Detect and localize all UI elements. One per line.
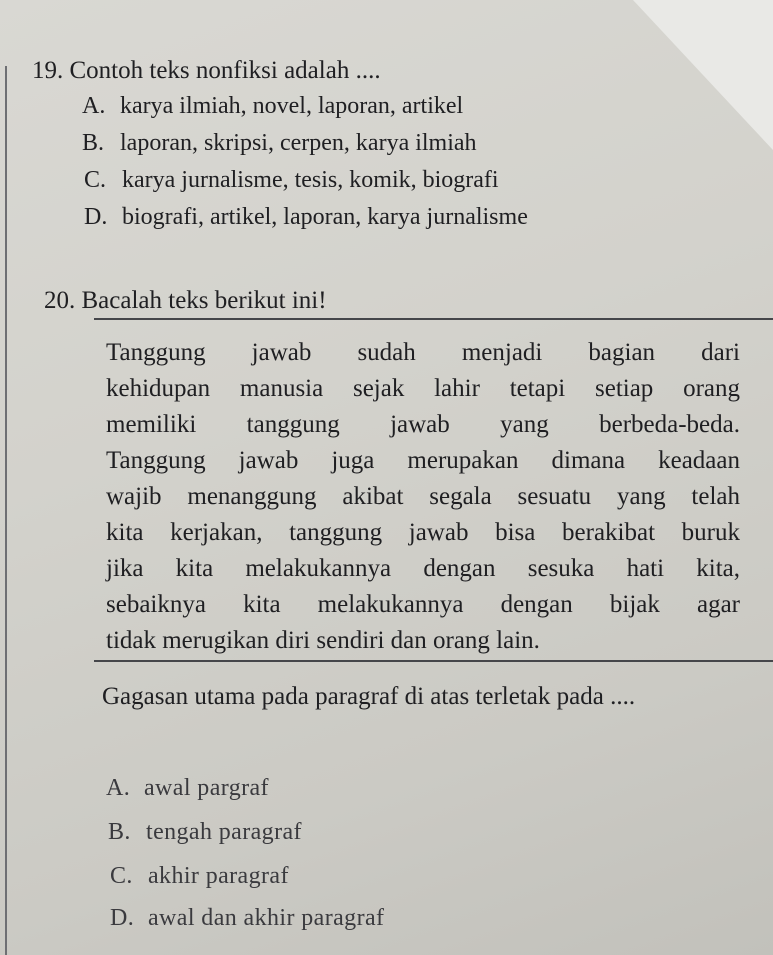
question-20-option-c[interactable] (110, 864, 289, 888)
passage-line: kehidupan manusia sejak lahir tetapi setiap orang (106, 375, 740, 402)
option-letter: A. (82, 93, 106, 119)
option-text: biografi, artikel, laporan, karya jurnalisme (122, 204, 528, 230)
question-19-number: 19. (32, 57, 64, 84)
passage-line: Tanggung jawab juga merupakan dimana keadaan (106, 447, 740, 474)
passage-line: wajib menanggung akibat segala sesuatu yang telah (106, 483, 740, 510)
passage-line: tidak merugikan diri sendiri dan orang lain. (106, 627, 540, 654)
page-corner-fold (633, 0, 773, 150)
question-20-prompt: Gagasan utama pada paragraf di atas terletak pada .... (102, 683, 636, 710)
question-19-option-a[interactable] (82, 94, 463, 118)
question-20-option-a[interactable] (106, 776, 269, 800)
question-19-text: Contoh teks nonfiksi adalah .... (69, 57, 381, 84)
option-letter: B. (82, 130, 105, 156)
question-20-number: 20. (44, 287, 76, 314)
passage-line: Tanggung jawab sudah menjadi bagian dari (106, 339, 740, 366)
option-letter: A. (106, 775, 131, 801)
option-text: karya jurnalisme, tesis, komik, biografi (122, 167, 499, 193)
option-letter: D. (110, 905, 135, 931)
passage-line: sebaiknya kita melakukannya dengan bijak agar (106, 591, 740, 618)
option-letter: C. (110, 863, 133, 889)
option-text: laporan, skripsi, cerpen, karya ilmiah (120, 130, 477, 156)
option-letter: B. (108, 819, 131, 845)
option-letter: D. (84, 204, 108, 230)
question-19-option-c[interactable] (84, 168, 499, 192)
question-19 (32, 58, 381, 83)
passage-line: kita kerjakan, tanggung jawab bisa berakibat buruk (106, 519, 740, 546)
question-20-option-d[interactable] (110, 906, 384, 930)
passage-line: memiliki tanggung jawab yang berbeda-beda. (106, 411, 740, 438)
option-text: akhir paragraf (148, 863, 289, 889)
margin-rule (5, 66, 7, 955)
question-20-option-b[interactable] (108, 820, 302, 844)
option-text: karya ilmiah, novel, laporan, artikel (120, 93, 464, 119)
question-19-option-d[interactable] (84, 205, 528, 229)
option-letter: C. (84, 167, 107, 193)
option-text: tengah paragraf (146, 819, 302, 845)
question-20-instruction: Bacalah teks berikut ini! (81, 287, 327, 314)
option-text: awal dan akhir paragraf (148, 905, 385, 931)
question-20 (44, 288, 327, 313)
passage-line: jika kita melakukannya dengan sesuka hati kita, (106, 555, 740, 582)
question-19-option-b[interactable] (82, 131, 477, 155)
option-text: awal pargraf (144, 775, 269, 801)
